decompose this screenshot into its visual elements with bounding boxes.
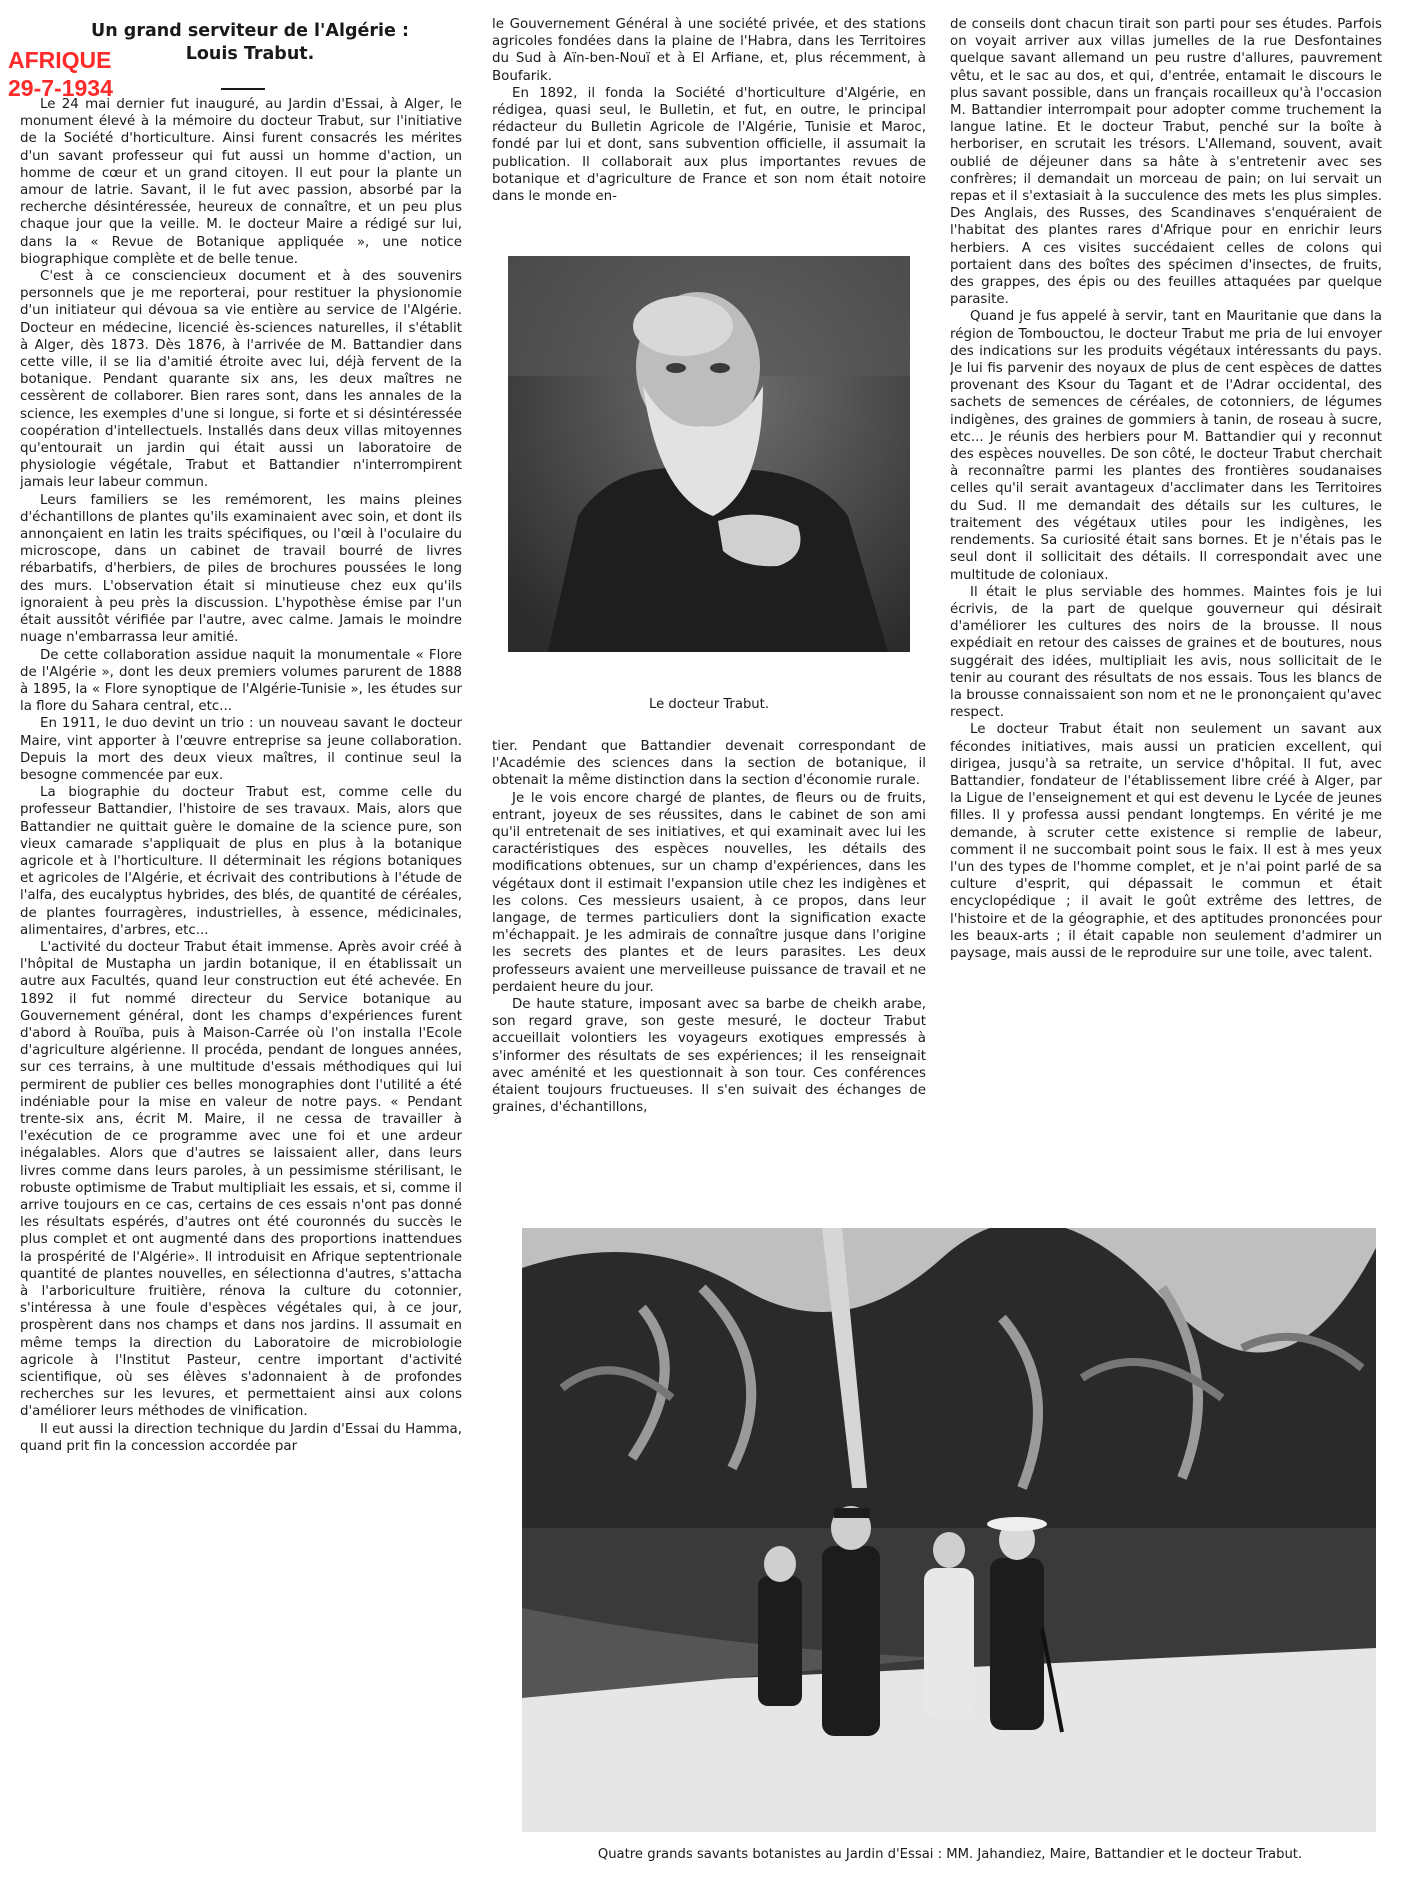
portrait-caption: Le docteur Trabut. [648,697,770,712]
paragraph: De haute stature, imposant avec sa barbe de cheikh arabe, son regard grave, son geste mesuré, le docteur Trabut accueillait volontiers les voyageurs exotiques empressés à s'informer des résultats de ses expériences; il les renseignait avec aménité et les questionnait à son tour. Ces conférences étaient toujours fructueuses. Il s'en suivait des échanges de graines, d'échantillons, [492,997,926,1116]
garden-image [522,1228,1376,1832]
paragraph: Quand je fus appelé à servir, tant en Mauritanie que dans la région de Tombouctou, le docteur Trabut me pria de lui envoyer des indications sur les produits végétaux intéressants du pays. Je lui fis parvenir des noyaux de plus de cent espèces de dattes provenant des Ksour du Tagant et de l'Adrar occidental, des sachets de semences de céréales, de cotonniers, de légumes indigènes, des graines de gommiers à tanin, de roseau à sucre, etc... Je réunis des herbiers pour M. Battandier qui y reconnut des espèces nouvelles. De son côté, le docteur Trabut cherchait à reconnaître parmi les plantes des frontières soudanaises celles qu'il serait avantageux d'acclimater dans les Territoires du Sud. Il me demandait des détails sur les cultures, le traitement des végétaux utiles pour les indigènes, les rendements. Sa curiosité était sans bornes. Et je n'étais pas le seul dont il sollicitait des détails. Il correspondait avec une multitude de coloniaux. [950,309,1382,583]
stamp-date: 29-7-1934 [8,75,113,101]
headline-line-1: Un grand serviteur de l'Algérie : [91,21,409,41]
paragraph: C'est à ce consciencieux document et à des souvenirs personnels que je me reporterai, pour restituer la physionomie d'un initiateur qui dévoua sa vie entière au service de l'Algérie. Docteur en médecine, licencié ès-sciences naturelles, il s'établit à Alger, dès 1873. Dès 1876, à l'arrivée de M. Battandier dans cette ville, il se lia d'amitié étroite avec lui, déjà fervent de la botanique. Pendant quarante six ans, les deux maîtres ne cessèrent de collaborer. Bien rares sont, dans les annales de la science, les exemples d'une si longue, si forte et si désintéressée coopération d'intellectuels. Installés dans deux villas mitoyennes qu'entourait un jardin qui était aussi un laboratoire de physiologie végétale, Trabut et Battandier n'interrompirent jamais leur labeur commun. [20,269,462,491]
column-2-top [492,16,926,238]
headline-line-2: Louis Trabut. [185,44,315,64]
paragraph: Il était le plus serviable des hommes. Maintes fois je lui écrivis, de la part de quelque gouverneur qui désirait d'améliorer les cultures des noirs de la brousse. Il nous expédiait en retour des caisses de graines et de boutures, nous suggérait des idées, multipliait les avis, nous sollicitait de le tenir au courant des résultats de nos essais. Tous les blancs de la brousse connaissaient son nom et ne le prononçaient qu'avec respect. [950,584,1382,721]
paragraph: En 1892, il fonda la Société d'horticulture d'Algérie, en rédigea, quasi seul, le Bulletin, et fut, en outre, le principal rédacteur du Bulletin Agricole de l'Algérie, Tunisie et Maroc, fondé par lui et dont, sans subvention officielle, il assumait la publication. Il collaborait aux plus importantes revues de botanique et d'agriculture de France et son nom était notoire dans le monde en- [492,85,926,205]
paragraph: Le docteur Trabut était non seulement un savant aux fécondes initiatives, mais aussi un praticien excellent, qui dirigea, jusqu'à sa retraite, un service d'hôpital. Il fut, avec Battandier, fondateur de l'établissement libre créé à Alger, par la Ligue de l'enseignement et qui est devenu le Lycée de jeunes filles. Il y professa aussi pendant longtemps. En vérité je me demande, à scruter cette existence si remplie de labeur, comment il ne succombait point sous le faix. Il est à mes yeux l'un des types de l'homme complet, et je n'ai point parlé de sa culture d'esprit, qui dépassait le commun et était encyclopédique ; il avait le goût extrême des lettres, de l'histoire et de la géographie, et des aptitudes prononcées pour les beaux-arts ; il était capable non seulement d'admirer un paysage, mais aussi de le reproduire sur une toile, avec talent. [950,722,1382,961]
column-3 [950,16,1382,1208]
paragraph: En 1911, le duo devint un trio : un nouveau savant le docteur Maire, vint apporter à l'œuvre entreprise sa jeune collaboration. Depuis la mort des deux vieux maîtres, il continue seul la besogne commencée par eux. [20,716,462,783]
garden-photo [522,1228,1376,1832]
paragraph: L'activité du docteur Trabut était immense. Après avoir créé à l'hôpital de Mustapha un jardin botanique, il en établissait un autre aux Facultés, quand leur construction eut été achevée. En 1892 il fut nommé directeur du Service botanique au Gouvernement général, dont les champs d'expériences furent d'abord à Rouïba, puis à Maison-Carrée où l'on installa l'Ecole d'agriculture algérienne. Il procéda, pendant de longues années, sur ces terrains, à une multitude d'essais méthodiques qui lui permirent de publier ces belles monographies dont l'utilité a été indéniable pour la mise en valeur de notre pays. « Pendant trente-six ans, écrit M. Maire, il ne cessa de travailler à l'exécution de ce programme avec une foi et une ardeur inégalables. Alors que d'autres se laissaient aller, dans leurs livres comme dans leurs paroles, à un pessimisme stérilisant, le robuste optimisme de Trabut multipliait les essais, et si, comme il arrive toujours en ce cas, certains de ces essais n'ont pas donné les résultats espérés, d'autres ont été couronnés du succès le plus complet et ont augmenté dans des proportions inattendues la prospérité de l'Algérie». Il introduisit en Afrique septentrionale quantité de plantes nouvelles, en sélectionna d'autres, s'attacha à l'arboriculture fruitière, rénova la culture du cotonnier, s'intéressa à une foule d'espèces végétales qui, à ce jour, prospèrent dans nos champs et dans nos jardins. Il assumait en même temps la direction du Laboratoire de microbiologie agricole à l'Institut Pasteur, centre important d'activité scientifique, où ses élèves s'adonnaient à de profondes recherches sur les levures, et permettaient ainsi aux colons d'améliorer leurs méthodes de vinification. [20,939,462,1420]
garden-caption: Quatre grands savants botanistes au Jardin d'Essai : MM. Jahandiez, Maire, Battandier et le docteur Trabut. [597,1847,1303,1862]
paragraph: Leurs familiers se les remémorent, les mains pleines d'échantillons de plantes qu'ils examinaient avec soin, et dont ils annonçaient en latin les traits spécifiques, ou l'œil à l'oculaire du microscope, dans un cabinet de travail bourré de livres rébarbatifs, d'herbiers, de piles de brochures poussées le long des murs. L'observation était si minutieuse chez eux qu'ils ignoraient à peu près la discussion. L'hypothèse émise par l'un était aussitôt vérifiée par l'autre, avec calme. Jamais le moindre nuage n'embarrassa leur amitié. [20,492,462,646]
paragraph: tier. Pendant que Battandier devenait correspondant de l'Académie des sciences dans la section de botanique, il obtenait la même distinction dans la section d'économie rurale. [492,739,926,789]
paragraph: Il eut aussi la direction technique du Jardin d'Essai du Hamma, quand prit fin la concession accordée par [20,1421,462,1454]
paragraph: le Gouvernement Général à une société privée, et des stations agricoles fondées dans la plaine de l'Habra, dans les Territoires du Sud à Aïn-ben-Nouï et à El Arfiane, et, plus récemment, à Boufarik. [492,17,926,84]
paragraph: De cette collaboration assidue naquit la monumentale « Flore de l'Algérie », dont les deux premiers volumes parurent de 1888 à 1895, la « Flore synoptique de l'Algérie-Tunisie », les études sur la flore du Sahara central, etc... [20,647,462,715]
portrait-image [508,256,910,652]
column-2-bottom [492,738,926,1208]
paragraph: Le 24 mai dernier fut inauguré, au Jardin d'Essai, à Alger, le monument élevé à la mémoire du docteur Trabut, sur l'initiative de la Société d'horticulture. Ainsi furent consacrés les mérites d'un savant professeur qui fut aussi un homme d'action, un homme de cœur et un grand citoyen. Il eut pour la plante un amour de latrie. Savant, il le fut avec passion, absorbé par la recherche désintéressée, heureux de connaître, et un peu plus chaque jour que la veille. M. le docteur Maire a rédigé sur lui, dans la « Revue de Botanique appliquée », une notice biographique complète et de belle tenue. [20,97,462,267]
column-1 [20,96,462,1840]
article-headline [80,20,420,66]
paragraph: de conseils dont chacun tirait son parti pour ses études. Parfois on voyait arriver aux villas jumelles de la rue Desfontaines quelque savant allemand un peu rustre d'allures, pauvrement vêtu, et le sac au dos, et qui, d'entrée, entamait le discours le plus savant possible, dans un français rocailleux qu'à l'occasion M. Battandier interrompait pour adopter comme truchement la langue latine. Et le docteur Trabut, penché sur la boîte à herboriser, en scrutait les trésors. L'Allemand, souvent, avait oublié de déjeuner dans sa hâte à s'entretenir avec ses confrères; il demandait un morceau de pain; on lui servait un repas et il s'extasiait à la succulence des mets les plus simples. Des Anglais, des Russes, des Scandinaves s'enquéraient de l'habitat des plantes rares d'Afrique pour en enrichir leurs herbiers. A ces visites succédaient celles de colons qui portaient dans des boîtes des spécimen d'insectes, de fruits, des grappes, des épis ou des feuilles attaquées par quelque parasite. [950,17,1382,308]
stamp-publication: AFRIQUE [8,47,112,73]
headline-rule [221,88,265,90]
paragraph: Je le vois encore chargé de plantes, de fleurs ou de fruits, entrant, joyeux de ses réussites, dans le cabinet de son ami qu'il entretenait de ses initiatives, et qui examinait avec lui les caractéristiques des espèces nouvelles, les détails des modifications obtenues, sur un champ d'expériences, dans les végétaux dont il estimait l'expansion utile chez les indigènes et les colons. Ces messieurs usaient, à ce propos, dans leur langage, de termes particuliers dont la signification exacte m'échappait. Je les admirais de connaître jusque dans l'origine les secrets des plantes et de leurs parasites. Les deux professeurs avaient une merveilleuse puissance de travail et ne perdaient heure du jour. [492,790,926,995]
paragraph: La biographie du docteur Trabut est, comme celle du professeur Battandier, l'histoire de ses travaux. Mais, alors que Battandier ne quittait guère le domaine de la science pure, son vieux camarade s'appliquait de plus en plus à la botanique agricole et à l'horticulture. Il déterminait les régions botaniques et agricoles de l'Algérie, et écrivait des contributions à l'étude de l'alfa, des eucalyptus hybrides, des blés, de quantité de céréales, de plantes fourragères, industrielles, à essence, médicinales, alimentaires, d'arbres, etc... [20,785,462,938]
portrait-photo [508,256,910,652]
